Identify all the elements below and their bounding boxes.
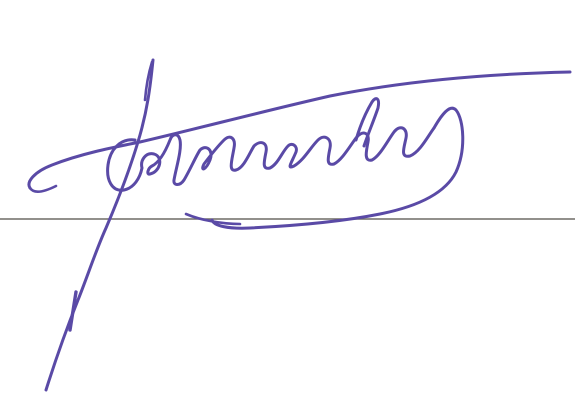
signature-d-ascender: [356, 99, 379, 146]
signature-stem-stroke: [46, 60, 153, 390]
signature-flourish-stroke: [29, 72, 570, 188]
signature-left-hook: [30, 186, 56, 192]
signature-return-loop: [212, 108, 463, 228]
signature-ink: [29, 60, 570, 390]
